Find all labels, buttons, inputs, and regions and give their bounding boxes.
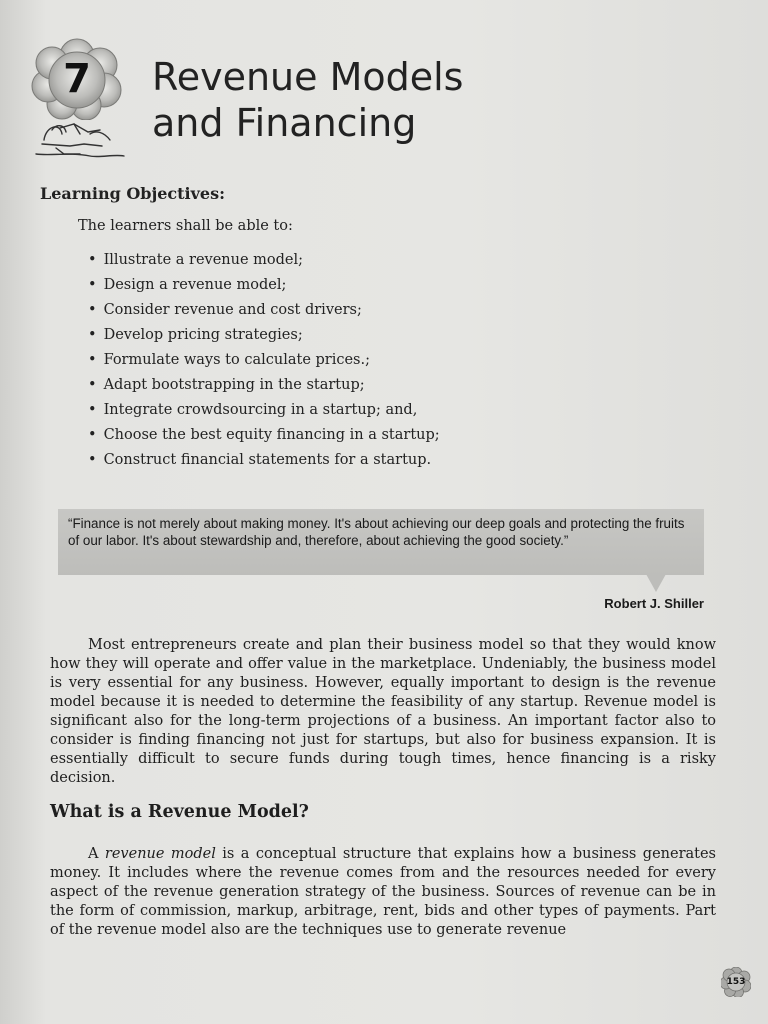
objective-item: • Integrate crowdsourcing in a startup; and, — [88, 398, 440, 423]
paragraph-prefix: A — [88, 846, 105, 862]
objective-item: • Formulate ways to calculate prices.; — [88, 348, 440, 373]
learning-objectives-heading: Learning Objectives: — [40, 184, 226, 203]
quote-box — [58, 509, 704, 575]
quote-author: Robert J. Shiller — [604, 596, 704, 611]
page-number: 153 — [726, 977, 746, 987]
key-term: revenue model — [104, 846, 216, 862]
page-number-badge — [721, 967, 751, 997]
objective-item: • Choose the best equity financing in a startup; — [88, 423, 440, 448]
objective-item: • Illustrate a revenue model; — [88, 248, 440, 273]
chapter-title-line-1: Revenue Models — [152, 55, 464, 99]
objective-item: • Develop pricing strategies; — [88, 323, 440, 348]
objective-item: • Construct financial statements for a startup. — [88, 448, 440, 473]
objective-item: • Consider revenue and cost drivers; — [88, 298, 440, 323]
reading-figure-icon — [30, 110, 130, 162]
revenue-model-paragraph — [50, 845, 716, 940]
chapter-number: 7 — [63, 56, 91, 102]
objective-item: • Design a revenue model; — [88, 273, 440, 298]
quote-text: “Finance is not merely about making money. It's about achieving our deep goals and protecting the fruits of our labor. It's about stewardship and, therefore, about achieving the good society.” — [68, 516, 685, 548]
chapter-badge — [30, 38, 124, 120]
chapter-title — [152, 54, 463, 146]
chapter-title-line-2: and Financing — [152, 101, 417, 145]
objective-item: • Adapt bootstrapping in the startup; — [88, 373, 440, 398]
learning-objectives-list — [88, 248, 440, 473]
speech-tail-icon — [646, 574, 666, 592]
section-heading: What is a Revenue Model? — [50, 802, 309, 822]
intro-paragraph: Most entrepreneurs create and plan their business model so that they would know how they will operate and offer value in the marketplace. Undeniably, the business model is very essential for any business. However, equally important to design is the revenue model because it is needed to determine the feasibility of any startup. Revenue model is significant also for the long-term projections of a business. An important factor also to consider is finding financing not just for startups, but also for business expansion. It is essentially difficult to secure funds during tough times, hence financing is a risky decision. — [50, 637, 716, 786]
learning-objectives-intro: The learners shall be able to: — [78, 218, 293, 234]
paragraph-text: is a conceptual structure that explains how a business generates money. It includes where the revenue comes from and the resources needed for every aspect of the revenue generation strategy of the business. Sources of revenue can be in the form of commission, markup, arbitrage, rent, bids and other types of payments. Part of the revenue model also are the techniques use to generate revenue — [50, 846, 716, 938]
